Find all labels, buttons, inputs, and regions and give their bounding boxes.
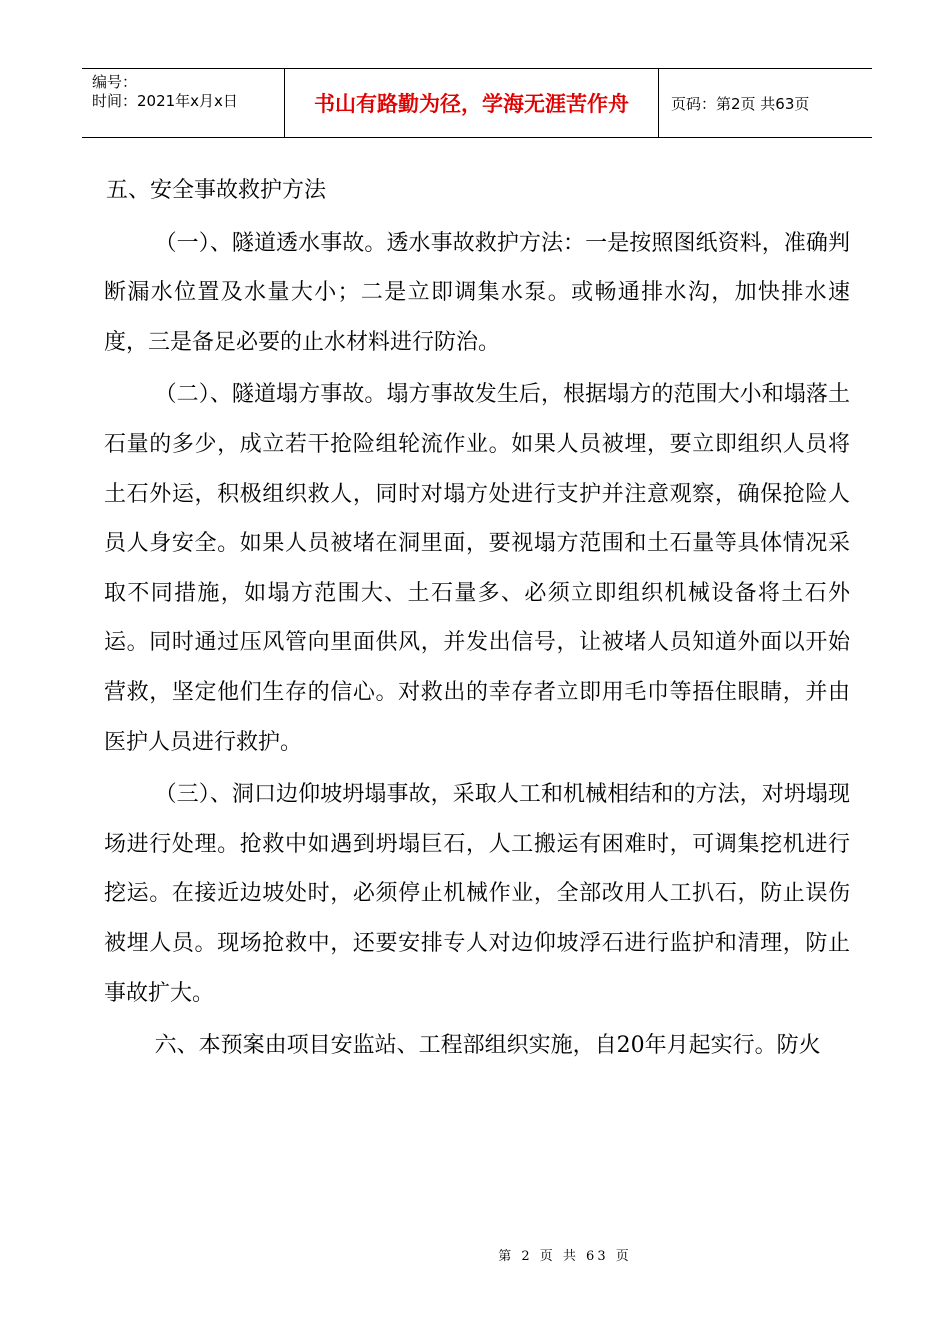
section-heading-five: 五、安全事故救护方法 bbox=[106, 178, 327, 203]
paragraph-water-inrush: （一）、隧道透水事故。透水事故救护方法：一是按照图纸资料，准确判断漏水位置及水量大小；二是立即调集水泵。或畅通排水沟，加快排水速度，三是备足必要的止水材料进行防治。 bbox=[104, 230, 850, 355]
doc-time-label: 时间：2021年x月x日 bbox=[92, 92, 238, 110]
doc-number-label: 编号： bbox=[92, 73, 138, 91]
header-meta bbox=[82, 69, 285, 137]
page-footer: 第 2 页 共 63 页 bbox=[498, 1249, 632, 1264]
header-page-info: 页码：第2页 共63页 bbox=[671, 94, 810, 113]
header-motto: 书山有路勤为径，学海无涯苦作舟 bbox=[285, 69, 659, 137]
page-header bbox=[82, 68, 872, 138]
document-body bbox=[104, 166, 850, 1071]
paragraph-slope-collapse: （三）、洞口边仰坡坍塌事故，采取人工和机械相结和的方法，对坍塌现场进行处理。抢救中如遇到坍塌巨石，人工搬运有困难时，可调集挖机进行挖运。在接近边坡处时，必须停止机械作业，全部改用人工扒石，防止误伤被埋人员。现场抢救中，还要安排专人对边仰坡浮石进行监护和清理，防止事故扩大。 bbox=[104, 782, 850, 1006]
paragraph-collapse: （二）、隧道塌方事故。塌方事故发生后，根据塌方的范围大小和塌落土石量的多少，成立若干抢险组轮流作业。如果人员被埋，要立即组织人员将土石外运，积极组织救人，同时对塌方处进行支护并注意观察，确保抢险人员人身安全。如果人员被堵在洞里面，要视塌方范围和土石量等具体情况采取不同措施，如塌方范围大、土石量多、必须立即组织机械设备将土石外运。同时通过压风管向里面供风，并发出信号，让被堵人员知道外面以开始营救，坚定他们生存的信心。对救出的幸存者立即用毛巾等捂住眼睛，并由医护人员进行救护。 bbox=[104, 382, 850, 755]
section-six-text: 六、本预案由项目安监站、工程部组织实施，自20年月起实行。防火 bbox=[154, 1033, 821, 1059]
